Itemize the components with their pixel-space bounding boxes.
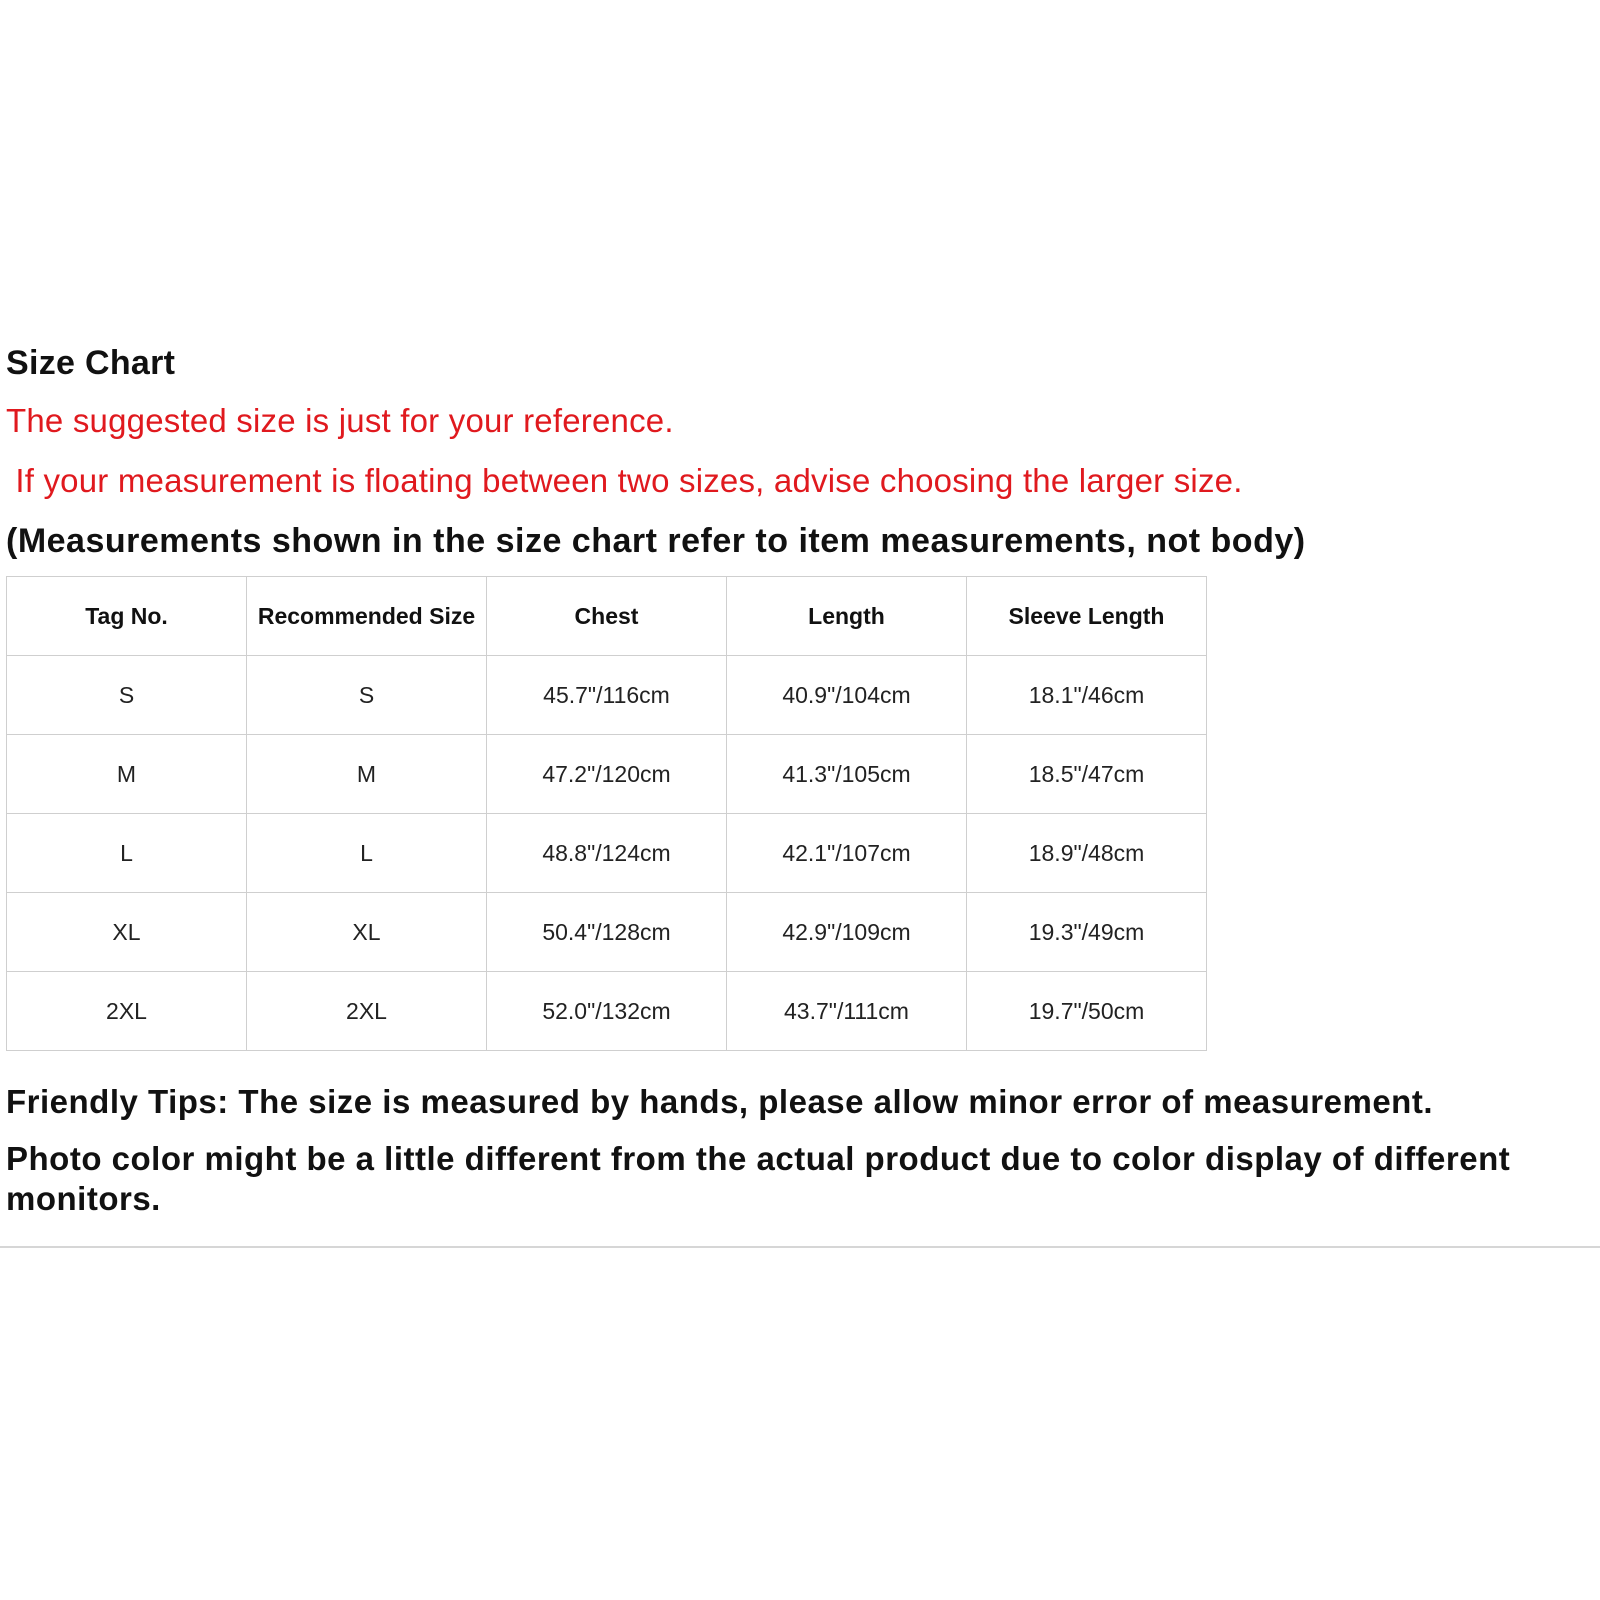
table-row — [7, 656, 1207, 735]
cell-chest: 48.8"/124cm — [487, 814, 727, 893]
cell-sleeve-length: 19.3"/49cm — [967, 893, 1207, 972]
table-row — [7, 735, 1207, 814]
cell-recommended-size: 2XL — [247, 972, 487, 1051]
header-tag-no: Tag No. — [7, 577, 247, 656]
table-row — [7, 814, 1207, 893]
size-table — [6, 576, 1207, 1051]
cell-length: 42.9"/109cm — [727, 893, 967, 972]
table-row — [7, 893, 1207, 972]
size-chart-document — [6, 342, 1596, 1219]
cell-sleeve-length: 19.7"/50cm — [967, 972, 1207, 1051]
table-header-row — [7, 577, 1207, 656]
cell-recommended-size: L — [247, 814, 487, 893]
cell-sleeve-length: 18.1"/46cm — [967, 656, 1207, 735]
cell-tag-no: 2XL — [7, 972, 247, 1051]
cell-length: 40.9"/104cm — [727, 656, 967, 735]
cell-recommended-size: XL — [247, 893, 487, 972]
bottom-divider — [0, 1246, 1600, 1248]
cell-sleeve-length: 18.9"/48cm — [967, 814, 1207, 893]
table-row — [7, 972, 1207, 1051]
cell-recommended-size: M — [247, 735, 487, 814]
cell-tag-no: XL — [7, 893, 247, 972]
cell-chest: 45.7"/116cm — [487, 656, 727, 735]
measurement-note: (Measurements shown in the size chart refer to item measurements, not body) — [6, 522, 1306, 560]
cell-tag-no: M — [7, 735, 247, 814]
notice-reference: The suggested size is just for your reference. — [6, 402, 674, 439]
cell-sleeve-length: 18.5"/47cm — [967, 735, 1207, 814]
header-sleeve-length: Sleeve Length — [967, 577, 1207, 656]
header-recommended-size: Recommended Size — [247, 577, 487, 656]
friendly-tips: Friendly Tips: The size is measured by hands, please allow minor error of measurement. — [6, 1083, 1433, 1120]
cell-recommended-size: S — [247, 656, 487, 735]
header-length: Length — [727, 577, 967, 656]
cell-tag-no: S — [7, 656, 247, 735]
cell-chest: 52.0"/132cm — [487, 972, 727, 1051]
cell-length: 41.3"/105cm — [727, 735, 967, 814]
cell-length: 43.7"/111cm — [727, 972, 967, 1051]
cell-chest: 47.2"/120cm — [487, 735, 727, 814]
page-title: Size Chart — [6, 344, 176, 382]
cell-chest: 50.4"/128cm — [487, 893, 727, 972]
photo-color-note: Photo color might be a little different from the actual product due to color display of different monitors. — [6, 1140, 1511, 1217]
cell-length: 42.1"/107cm — [727, 814, 967, 893]
cell-tag-no: L — [7, 814, 247, 893]
header-chest: Chest — [487, 577, 727, 656]
notice-larger-size: If your measurement is floating between two sizes, advise choosing the larger size. — [6, 462, 1243, 499]
